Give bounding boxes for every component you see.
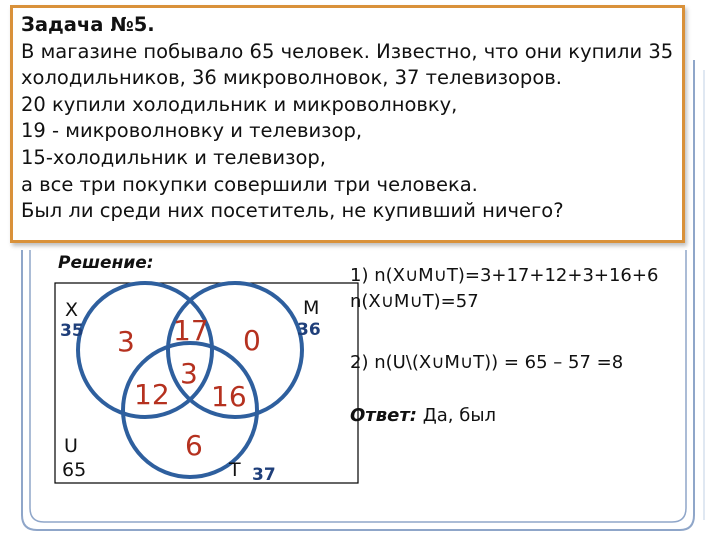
venn-diagram <box>40 280 400 540</box>
set-m-label: M <box>303 297 320 319</box>
step2-line: 2) n(U\(X∪M∪T)) = 65 – 57 =8 <box>350 352 624 373</box>
universe-label: U <box>64 435 78 457</box>
problem-line: Был ли среди них посетитель, не купивший ничего? <box>21 199 564 223</box>
problem-statement-box <box>10 5 685 243</box>
step1-line2: n(X∪M∪T)=57 <box>350 291 479 312</box>
problem-line: холодильников, 36 микроволновок, 37 телевизоров. <box>21 66 562 90</box>
answer-label: Ответ: <box>350 405 417 426</box>
problem-line: 15-холодильник и телевизор, <box>21 145 326 169</box>
set-x-total: 35 <box>60 321 84 341</box>
problem-line: 19 - микроволновку и телевизор, <box>21 119 363 143</box>
problem-line: 20 купили холодильник и микроволновку, <box>21 92 458 116</box>
problem-line: а все три покупки совершили три человека. <box>21 172 478 196</box>
region-m-only: 0 <box>243 324 261 357</box>
set-x-label: X <box>65 299 79 321</box>
region-x-t: 12 <box>134 378 170 411</box>
answer-line <box>350 405 496 426</box>
region-x-m: 17 <box>173 314 209 347</box>
region-m-t: 16 <box>211 380 247 413</box>
set-m-total: 36 <box>297 320 321 340</box>
region-x-m-t: 3 <box>180 357 198 390</box>
region-x-only: 3 <box>117 325 135 358</box>
step1-line1: 1) n(X∪M∪T)=3+17+12+3+16+6 <box>350 265 659 286</box>
universe-total: 65 <box>62 459 87 481</box>
region-t-only: 6 <box>185 429 203 462</box>
solution-label: Решение: <box>58 253 154 273</box>
set-t-total: 37 <box>252 465 276 485</box>
set-t-label: T <box>229 459 241 481</box>
answer-text: Да, был <box>416 405 497 426</box>
problem-title: Задача №5. <box>21 13 155 36</box>
problem-line: В магазине побывало 65 человек. Известно, что они купили 35 <box>21 39 674 63</box>
